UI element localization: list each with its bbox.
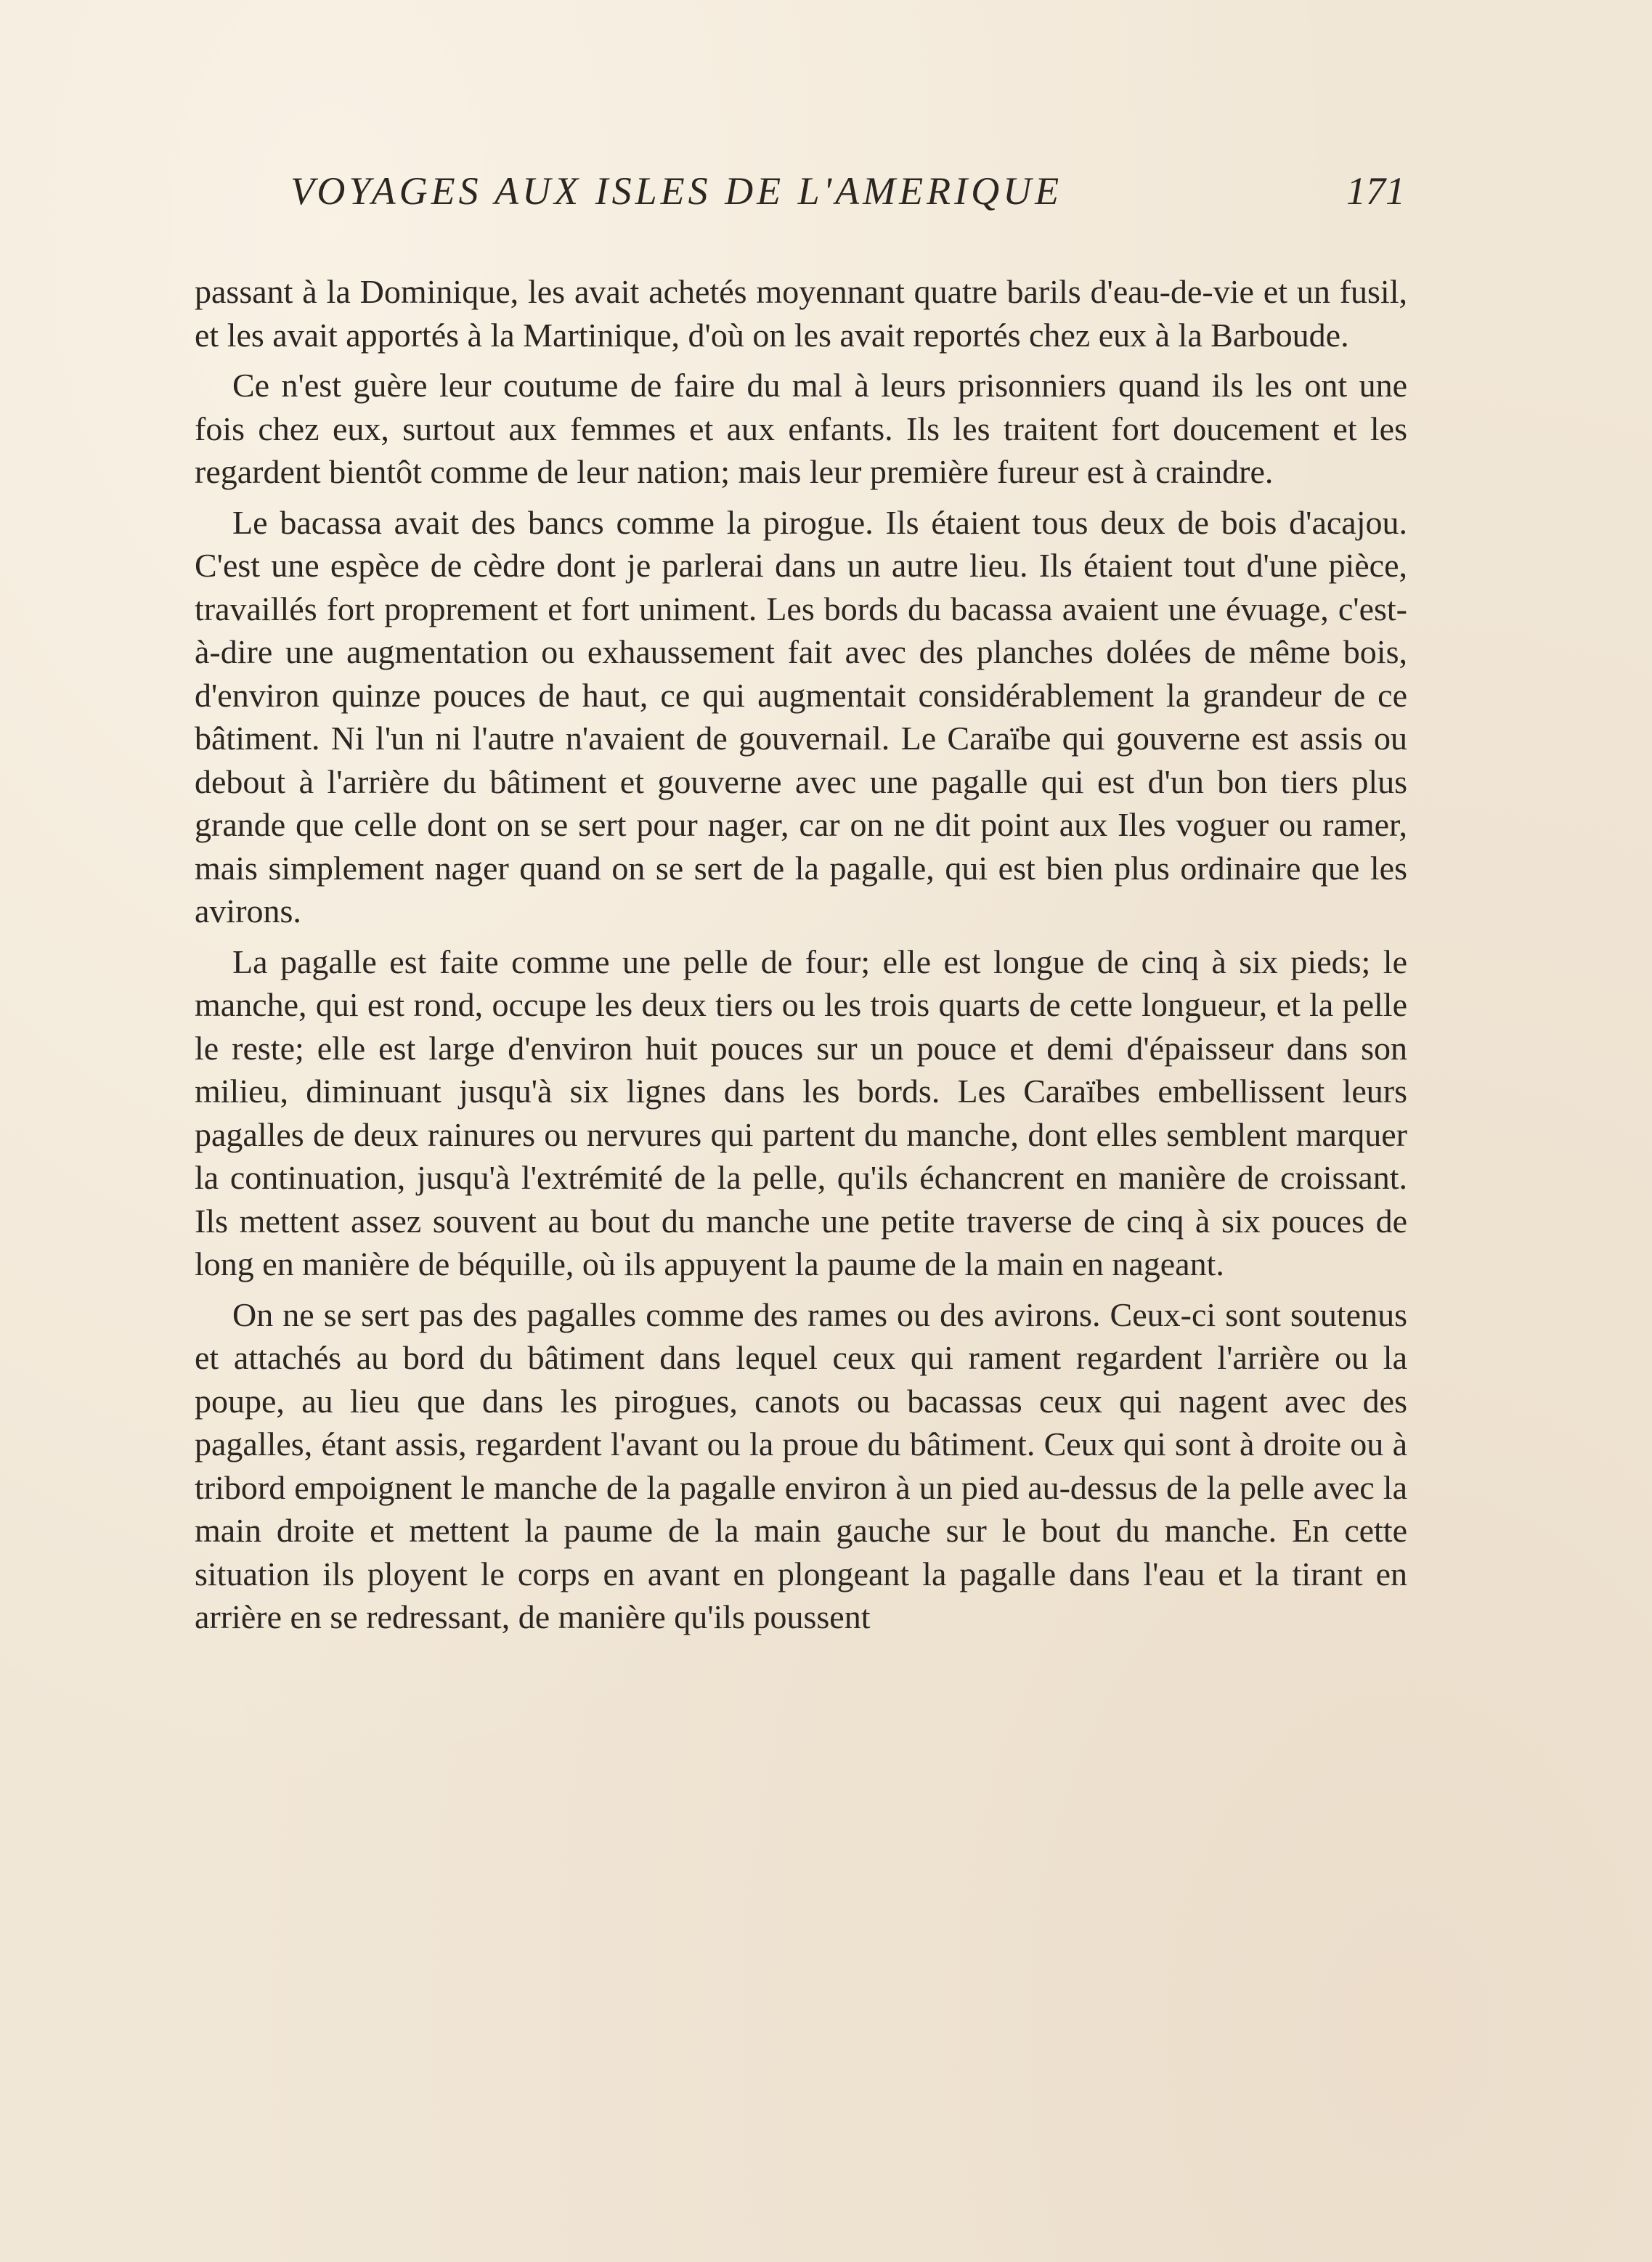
body-text: [195, 270, 1407, 1646]
page-number: 171: [1346, 169, 1405, 213]
paragraph-4: La pagalle est faite comme une pelle de four; elle est longue de cinq à six pieds; le manche, qui est rond, occupe les deux tiers ou les trois quarts de cette longueur, et la pelle le reste; elle est large d'environ huit pouces sur un pouce et demi d'épaisseur dans son milieu, diminuant jusqu'à six lignes dans les bords. Les Caraïbes embellissent leurs pagalles de deux rainures ou nervures qui partent du manche, dont elles semblent marquer la continuation, jusqu'à l'extrémité de la pelle, qu'ils échancrent en manière de croissant. Ils mettent assez souvent au bout du manche une petite traverse de cinq à six pouces de long en manière de béquille, où ils appuyent la paume de la main en nageant.: [195, 943, 1407, 1282]
paragraph-1: passant à la Dominique, les avait achetés moyennant quatre barils d'eau-de-vie et un fusil, et les avait apportés à la Martinique, d'où on les avait reportés chez eux à la Barboude.: [195, 273, 1407, 354]
running-head: [196, 168, 1405, 227]
paragraph-5: On ne se sert pas des pagalles comme des rames ou des avirons. Ceux-ci sont soutenus et attachés au bord du bâtiment dans lequel ceux qui rament regardent l'arrière ou la poupe, au lieu que dans les pirogues, canots ou bacassas ceux qui nagent avec des pagalles, étant assis, regardent l'avant ou la proue du bâtiment. Ceux qui sont à droite ou à tribord empoignent le manche de la pagalle environ à un pied au-dessus de la pelle avec la main droite et mettent la paume de la main gauche sur le bout du manche. En cette situation ils ployent le corps en avant en plongeant la pagalle dans l'eau et la tirant en arrière en se redressant, de manière qu'ils poussent: [195, 1295, 1407, 1635]
paragraph-3: Le bacassa avait des bancs comme la pirogue. Ils étaient tous deux de bois d'acajou. C'est une espèce de cèdre dont je parlerai dans un autre lieu. Ils étaient tout d'une pièce, travaillés fort proprement et fort uniment. Les bords du bacassa avaient une évuage, c'est-à-dire une augmentation ou exhaussement fait avec des planches dolées de même bois, d'environ quinze pouces de haut, ce qui augmentait considérablement la grandeur de ce bâtiment. Ni l'un ni l'autre n'avaient de gouvernail. Le Caraïbe qui gouverne est assis ou debout à l'arrière du bâtiment et gouverne avec une pagalle qui est d'un bon tiers plus grande que celle dont on se sert pour nager, car on ne dit point aux Iles voguer ou ramer, mais simplement nager quand on se sert de la pagalle, qui est bien plus ordinaire que les avirons.: [195, 503, 1407, 929]
running-title: VOYAGES AUX ISLES DE L'AMERIQUE: [290, 169, 1063, 213]
paragraph-2: Ce n'est guère leur coutume de faire du mal à leurs prisonniers quand ils les ont une fois chez eux, surtout aux femmes et aux enfants. Ils les traitent fort doucement et les regardent bientôt comme de leur nation; mais leur première fureur est à craindre.: [195, 367, 1407, 490]
